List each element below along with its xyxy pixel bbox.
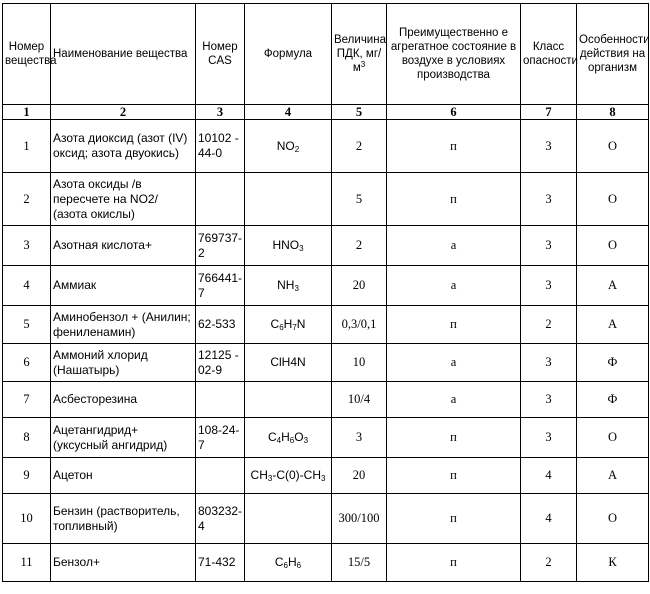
- cell-state: а: [387, 344, 521, 382]
- table-row: [3, 344, 649, 382]
- cell-pdk: 3: [332, 418, 387, 458]
- column-number: 3: [196, 105, 245, 120]
- column-number: 5: [332, 105, 387, 120]
- cell-cas: 803232-4: [196, 494, 245, 544]
- header-cas: Номер CAS: [196, 4, 245, 105]
- cell-number: 2: [3, 173, 51, 226]
- cell-pdk: 15/5: [332, 544, 387, 582]
- formula-part: CH: [250, 468, 268, 482]
- cell-name: Ацетон: [51, 458, 196, 494]
- cell-hazard: 3: [521, 226, 577, 266]
- cell-formula: [245, 418, 332, 458]
- cell-number: 11: [3, 544, 51, 582]
- cell-state: п: [387, 306, 521, 344]
- column-number: 7: [521, 105, 577, 120]
- cell-pdk: 10: [332, 344, 387, 382]
- formula-part: 7: [292, 323, 297, 332]
- cell-effect: А: [577, 266, 649, 306]
- column-number: 8: [577, 105, 649, 120]
- cell-effect: О: [577, 226, 649, 266]
- cell-hazard: 4: [521, 494, 577, 544]
- cell-name: Азота диоксид (азот (IV) оксид; азота двуокись): [51, 120, 196, 173]
- table-row: [3, 173, 649, 226]
- cell-number: 6: [3, 344, 51, 382]
- formula-part: C: [267, 430, 277, 444]
- cell-state: п: [387, 120, 521, 173]
- table-row: [3, 266, 649, 306]
- formula-part: 6: [283, 561, 288, 570]
- formula-part: 6: [289, 436, 295, 445]
- table-row: [3, 382, 649, 418]
- cell-effect: Ф: [577, 344, 649, 382]
- formula-part: NH: [277, 278, 295, 292]
- cell-hazard: 4: [521, 458, 577, 494]
- formula-part: C: [270, 317, 280, 331]
- cell-hazard: 2: [521, 306, 577, 344]
- cell-formula: [245, 173, 332, 226]
- table-row: [3, 120, 649, 173]
- cell-cas: 766441-7: [196, 266, 245, 306]
- cell-number: 10: [3, 494, 51, 544]
- cell-formula: [245, 458, 332, 494]
- cell-name: Бензин (растворитель, топливный): [51, 494, 196, 544]
- formula-part: 3: [299, 244, 304, 253]
- table-body: [3, 120, 649, 582]
- cell-number: 4: [3, 266, 51, 306]
- cell-formula: [245, 544, 332, 582]
- formula-part: C: [274, 555, 284, 569]
- cell-number: 7: [3, 382, 51, 418]
- header-pdk-sup: 3: [360, 60, 366, 69]
- cell-pdk: 0,3/0,1: [332, 306, 387, 344]
- column-number: 4: [245, 105, 332, 120]
- header-effect: Особенности действия на организм: [577, 4, 649, 105]
- table-row: [3, 306, 649, 344]
- header-formula: Формула: [245, 4, 332, 105]
- cell-effect: О: [577, 494, 649, 544]
- column-number: 1: [3, 105, 51, 120]
- cell-name: Бензол+: [51, 544, 196, 582]
- table-row: [3, 494, 649, 544]
- cell-hazard: 3: [521, 173, 577, 226]
- formula-part: ClH4N: [270, 355, 306, 369]
- cell-state: п: [387, 494, 521, 544]
- header-number: Номер вещества: [3, 4, 51, 105]
- cell-number: 5: [3, 306, 51, 344]
- cell-formula: [245, 494, 332, 544]
- cell-hazard: 2: [521, 544, 577, 582]
- cell-formula: [245, 120, 332, 173]
- table-row: [3, 226, 649, 266]
- cell-hazard: 3: [521, 266, 577, 306]
- cell-effect: К: [577, 544, 649, 582]
- cell-state: а: [387, 382, 521, 418]
- formula-part: -C(0)-CH: [272, 468, 321, 482]
- header-state: Преимущественно е агрегатное состояние в воздухе в условиях производства: [387, 4, 521, 105]
- cell-cas: 62-533: [196, 306, 245, 344]
- cell-state: п: [387, 458, 521, 494]
- header-row: [3, 4, 649, 105]
- header-name: Наименование вещества: [51, 4, 196, 105]
- cell-state: п: [387, 173, 521, 226]
- cell-formula: [245, 266, 332, 306]
- table-row: [3, 418, 649, 458]
- cell-hazard: 3: [521, 418, 577, 458]
- formula-part: 6: [279, 323, 284, 332]
- cell-effect: О: [577, 418, 649, 458]
- cell-cas: 10102 - 44-0: [196, 120, 245, 173]
- cell-formula: [245, 226, 332, 266]
- cell-name: Асбесторезина: [51, 382, 196, 418]
- cell-number: 1: [3, 120, 51, 173]
- cell-formula: [245, 382, 332, 418]
- table-row: [3, 458, 649, 494]
- formula-part: O: [294, 430, 304, 444]
- cell-pdk: 20: [332, 458, 387, 494]
- cell-pdk: 5: [332, 173, 387, 226]
- cell-hazard: 3: [521, 382, 577, 418]
- cell-state: а: [387, 226, 521, 266]
- cell-effect: О: [577, 173, 649, 226]
- cell-hazard: 3: [521, 120, 577, 173]
- cell-pdk: 10/4: [332, 382, 387, 418]
- substances-table: [2, 3, 649, 582]
- cell-formula: [245, 306, 332, 344]
- cell-effect: А: [577, 458, 649, 494]
- column-number: 2: [51, 105, 196, 120]
- cell-name: Аминобензол + (Анилин; фениленамин): [51, 306, 196, 344]
- cell-state: п: [387, 544, 521, 582]
- cell-pdk: 2: [332, 226, 387, 266]
- cell-number: 3: [3, 226, 51, 266]
- formula-part: H: [283, 317, 293, 331]
- cell-name: Азотная кислота+: [51, 226, 196, 266]
- cell-cas: 71-432: [196, 544, 245, 582]
- formula-part: HNO: [272, 238, 300, 252]
- cell-state: а: [387, 266, 521, 306]
- cell-pdk: 20: [332, 266, 387, 306]
- formula-part: NO: [276, 138, 295, 153]
- cell-name: Ацетангидрид+ (уксусный ангидрид): [51, 418, 196, 458]
- formula-part: 3: [294, 284, 299, 293]
- formula-part: 3: [267, 474, 273, 483]
- cell-name: Аммоний хлорид (Нашатырь): [51, 344, 196, 382]
- cell-cas: [196, 458, 245, 494]
- cell-cas: 769737-2: [196, 226, 245, 266]
- header-pdk: [332, 4, 387, 105]
- cell-cas: [196, 382, 245, 418]
- cell-cas: [196, 173, 245, 226]
- cell-cas: 108-24-7: [196, 418, 245, 458]
- formula-part: 3: [303, 436, 309, 445]
- formula-part: 2: [294, 144, 300, 154]
- cell-number: 9: [3, 458, 51, 494]
- formula-part: 6: [296, 561, 302, 570]
- cell-effect: Ф: [577, 382, 649, 418]
- cell-number: 8: [3, 418, 51, 458]
- cell-effect: О: [577, 120, 649, 173]
- formula-part: 3: [321, 474, 326, 483]
- formula-part: H: [288, 555, 297, 569]
- column-number: 6: [387, 105, 521, 120]
- formula-part: 4: [276, 436, 282, 445]
- column-number-row: [3, 105, 649, 120]
- formula-part: N: [296, 317, 306, 331]
- formula-part: H: [281, 430, 290, 444]
- cell-pdk: 300/100: [332, 494, 387, 544]
- table-row: [3, 544, 649, 582]
- cell-pdk: 2: [332, 120, 387, 173]
- cell-name: Аммиак: [51, 266, 196, 306]
- cell-formula: [245, 344, 332, 382]
- cell-hazard: 3: [521, 344, 577, 382]
- header-pdk-text: Величина ПДК, мг/м: [334, 34, 386, 74]
- cell-name: Азота оксиды /в пересчете на NO2/ (азота окислы): [51, 173, 196, 226]
- cell-state: п: [387, 418, 521, 458]
- cell-cas: 12125 - 02-9: [196, 344, 245, 382]
- header-hazard: Класс опасности: [521, 4, 577, 105]
- cell-effect: А: [577, 306, 649, 344]
